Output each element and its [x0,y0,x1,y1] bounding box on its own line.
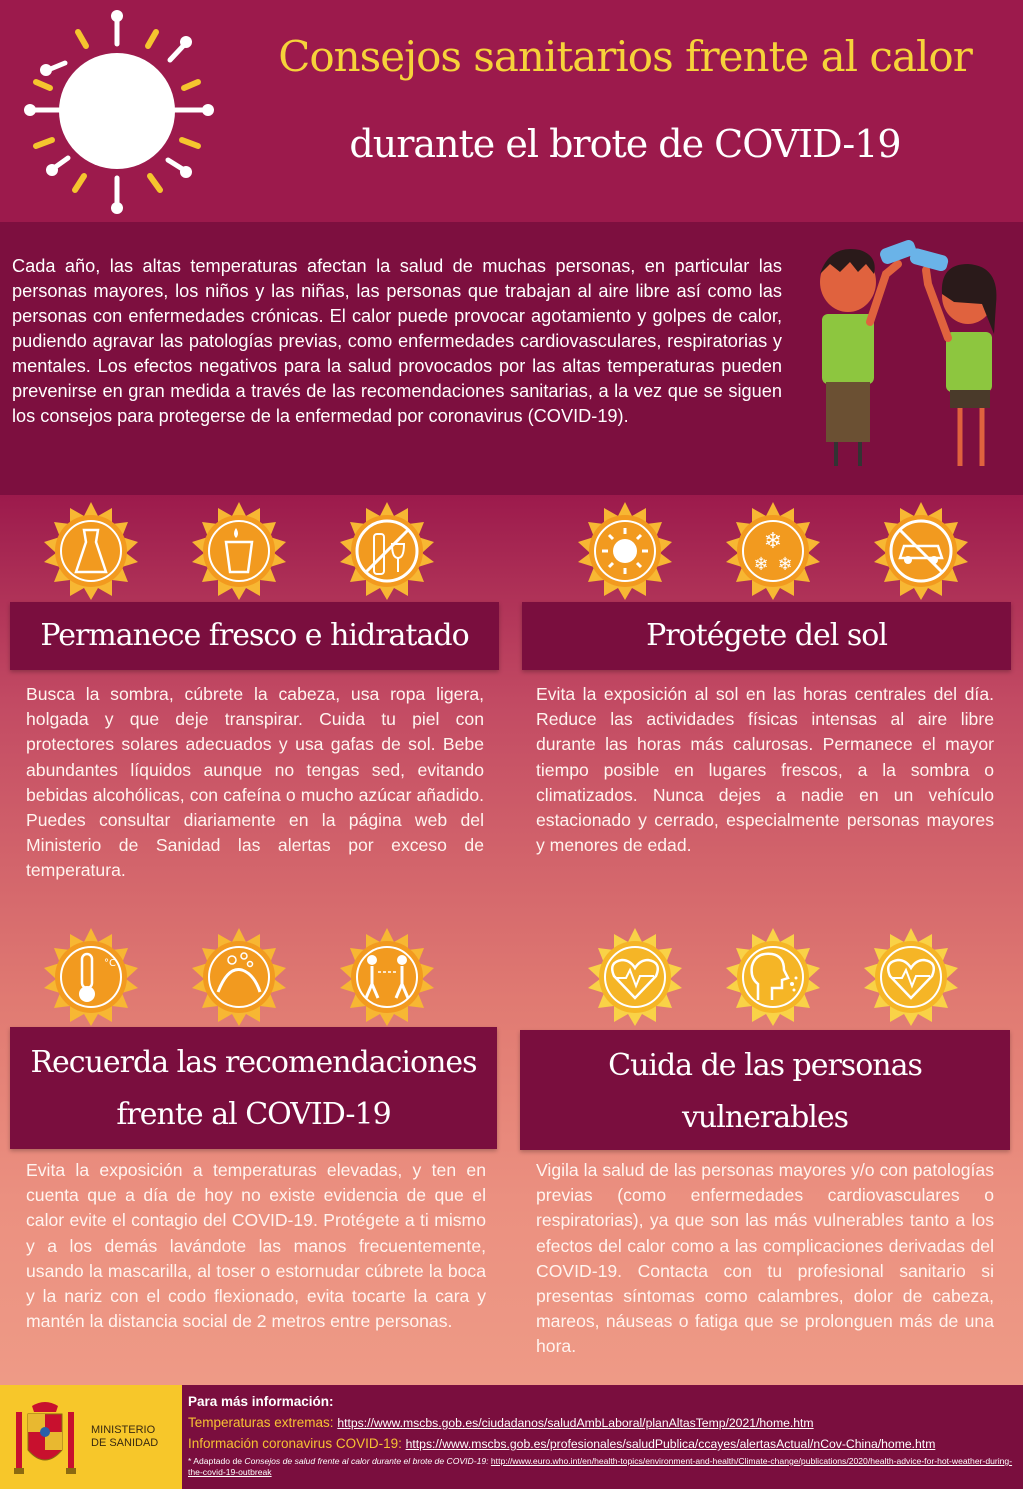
section-text-fresh: Busca la sombra, cúbrete la cabeza, usa ropa ligera, holgada y que deje transpirar. Cuida tu piel con protectores solares adecuados y usa gafas de sol. Bebe abundantes líquidos aunque no tengas sed, evitando bebidas alcohólicas, con cafeína o mucho azúcar añadido. Puedes consultar diariamente en la página web del Ministerio de Sanidad las alertas por exceso de temperatura. [26,684,484,881]
person-coughing-icon [722,926,824,1028]
section-text-covid: Evita la exposición a temperaturas elevadas, y ten en cuenta que a día de hoy no existe evidencia de que el calor evite el contagio del COVID-19. Protégete a ti mismo y a los demás lavándote las manos frecuentemente, usando la mascarilla, al toser o estornudar cúbrete la boca y la nariz con el codo flexionado, evita tocarte la cara y mantén la distancia social de 2 metros entre personas. [26,1160,486,1332]
icon-row-1-right [574,500,1018,602]
intro-text: Cada año, las altas temperaturas afectan la salud de muchas personas, en particular las personas mayores, los niños y las niñas, las personas que trabajan al aire libre así como las personas con enfermedades crónicas. El calor puede provocar agotamiento y golpes de calor, pudiendo agravar las patologías previas, como enfermedades cardiovasculares, respiratorias y mentales. Los efectos negativos para la salud provocados por las altas temperaturas pueden prevenirse en gran medida a través de las recomendaciones sanitarias, a la vez que se siguen los consejos para protegerse de la enfermedad por coronavirus (COVID-19). [12,256,782,426]
no-alcohol-icon [336,500,438,602]
link-row-coronavirus [188,1436,935,1451]
svg-text:❄: ❄ [753,554,769,575]
section-title-covid [10,1027,497,1149]
section-title-sun: Protégete del sol [522,602,1011,670]
svg-text:°C: °C [104,958,116,969]
coat-of-arms-icon [12,1398,78,1478]
section-text-vulnerable: Vigila la salud de las personas mayores y/o con patologías previas (como enfermedades cardiovasculares o respiratorias), ya que son las más vulnerables tanto a los efectos del calor como a las complicaciones derivadas del COVID-19. Contacta con tu profesional sanitario si presentas síntomas como calambres, dolor de cabeza, mareos, náuseas o fatiga que se prolonguen más de una hora. [536,1160,994,1357]
svg-text:❄: ❄ [777,554,793,575]
people-drinking-water-illustration [800,234,1015,474]
section-title-vulnerable [520,1030,1010,1150]
section-title-fresh: Permanece fresco e hidratado [10,602,499,670]
snowflakes-icon [722,500,824,602]
sun-icon [20,8,220,218]
hand-washing-icon [188,926,290,1028]
sun-icon [574,500,676,602]
link-temperatures[interactable]: https://www.mscbs.gob.es/ciudadanos/saludAmbLaboral/planAltasTemp/2021/home.htm [337,1416,814,1430]
heart-pulse-icon [584,926,686,1028]
more-info-heading: Para más información: [188,1394,334,1409]
svg-text:❄: ❄ [763,529,783,554]
page-title: Consejos sanitarios frente al calor [278,32,972,81]
ministry-line2: DE SANIDAD [91,1437,159,1449]
source-note [188,1456,1018,1478]
link-label-temperatures: Temperaturas extremas: [188,1415,334,1430]
heart-pulse-icon [860,926,962,1028]
section-title-vulnerable-line1: Cuida de las personas [608,1048,922,1083]
link-row-temperatures [188,1415,814,1430]
no-car-icon [870,500,972,602]
light-dress-icon [40,500,142,602]
header [0,0,1023,222]
section-title-vulnerable-line2: vulnerables [681,1100,849,1135]
source-note-title: Consejos de salud frente al calor durante el brote de COVID-19: [244,1456,489,1466]
icon-row-2-right [584,926,962,1028]
section-title-covid-line1: Recuerda las recomendaciones [30,1045,477,1080]
thermometer-icon [40,926,142,1028]
glass-of-water-icon [188,500,290,602]
icon-row-1-left [40,500,484,602]
page-subtitle: durante el brote de COVID-19 [349,122,901,166]
icon-row-2-left [40,926,484,1028]
ministry-line1: MINISTERIO [91,1424,156,1436]
link-label-coronavirus: Información coronavirus COVID-19: [188,1436,402,1451]
source-note-link[interactable]: http://www.euro.who.int/en/health-topics/environment-and-health/Climate-change/publications/2020/health-advice-for-hot-weather-during-the-covid-19-outbreak [188,1456,1013,1477]
social-distance-icon [336,926,438,1028]
section-text-sun: Evita la exposición al sol en las horas centrales del día. Reduce las actividades físicas intensas al aire libre durante las horas más calurosas. Permanece el mayor tiempo posible en lugares frescos, a la sombra o climatizados. Nunca dejes a nadie en un vehículo estacionado y cerrado, especialmente personas mayores y menores de edad. [536,684,994,856]
source-note-prefix: * Adaptado de [188,1456,243,1466]
link-coronavirus[interactable]: https://www.mscbs.gob.es/profesionales/saludPublica/ccayes/alertasActual/nCov-China/home.htm [405,1437,936,1451]
section-title-covid-line2: frente al COVID-19 [116,1097,391,1132]
ministry-name [91,1424,158,1450]
